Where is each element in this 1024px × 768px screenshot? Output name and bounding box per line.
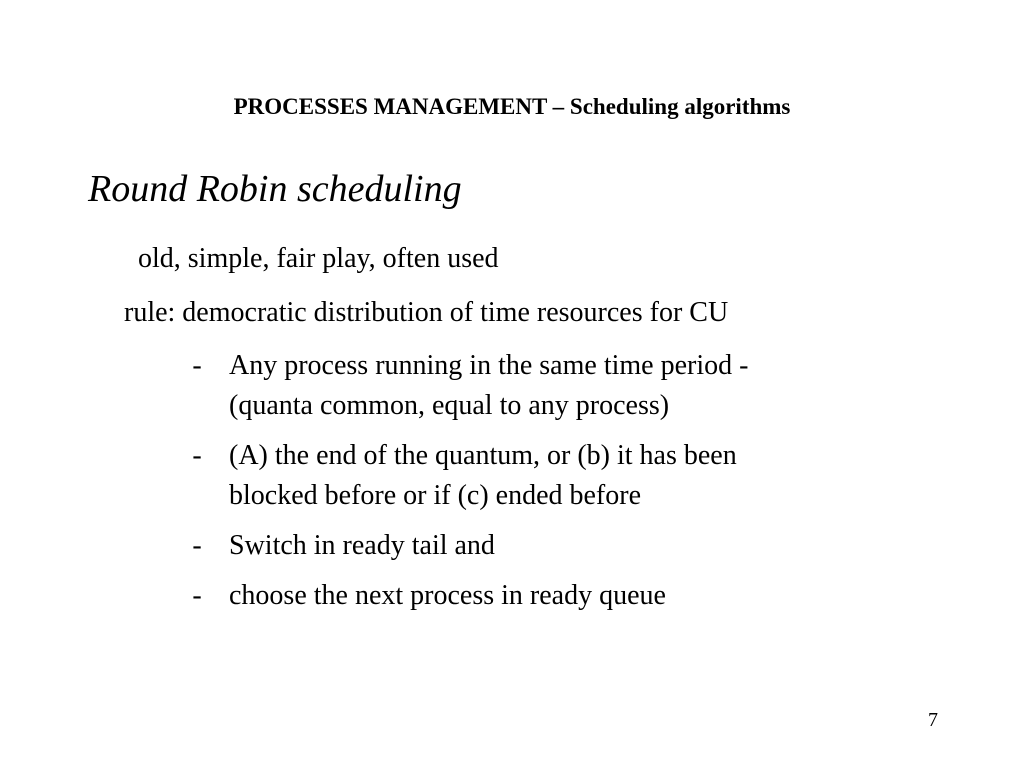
slide-title: PROCESSES MANAGEMENT – Scheduling algorithms: [233, 94, 791, 119]
bullet-text-line: Switch in ready tail and: [229, 530, 495, 561]
bullet-text-line: blocked before or if (c) ended before: [229, 480, 642, 511]
bullet-text-line: (A) the end of the quantum, or (b) it has been: [229, 440, 737, 471]
subtitle-text: old, simple, fair play, often used: [138, 243, 499, 274]
bullet-item: [187, 436, 887, 516]
rule-text: rule: democratic distribution of time resources for CU: [124, 297, 729, 328]
bullet-marker: -: [192, 440, 202, 471]
bullet-list: [187, 346, 887, 626]
bullet-text-line: choose the next process in ready queue: [229, 580, 666, 611]
bullet-text-line: (quanta common, equal to any process): [229, 390, 670, 421]
bullet-item: [187, 346, 887, 426]
bullet-item: [187, 576, 887, 616]
bullet-marker: -: [192, 530, 202, 561]
bullet-marker: -: [192, 350, 202, 381]
bullet-text-line: Any process running in the same time period -: [229, 350, 749, 381]
page-number: 7: [928, 709, 938, 731]
bullet-item: [187, 526, 887, 566]
bullet-marker: -: [192, 580, 202, 611]
section-heading: Round Robin scheduling: [88, 168, 462, 210]
